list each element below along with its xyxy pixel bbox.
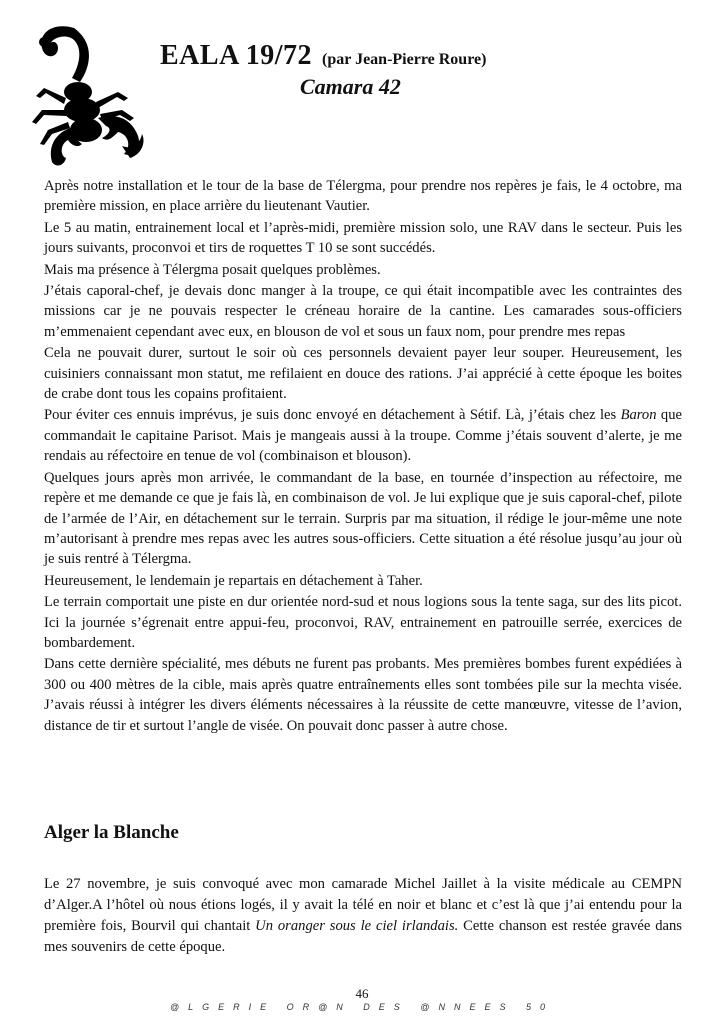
paragraph	[44, 468, 682, 570]
page-title: EALA 19/72	[160, 40, 313, 71]
paragraph	[44, 592, 682, 653]
paragraph-text: Le terrain comportait une piste en dur orientée nord-sud et nous logions sous la tente saga, sur des lits picot. Ici la journée s’égrenait entre appui-feu, proconvoi, RAV, entrainement en patrouille serrée, exercices de bombardement.	[44, 594, 682, 651]
paragraph-text: Le 5 au matin, entrainement local et l’après-midi, première mission solo, une RAV dans le secteur. Puis les jours suivants, proconvoi et tirs de roquettes T 10 se sont succédés.	[44, 219, 682, 257]
paragraph	[44, 874, 682, 958]
paragraph	[44, 654, 682, 736]
footer-text: @LGERIE OR@N DES @NNEES 50	[170, 1002, 554, 1012]
italic-text: Baron	[620, 407, 657, 424]
paragraph	[44, 281, 682, 342]
paragraph-text: Dans cette dernière spécialité, mes débuts ne furent pas probants. Mes premières bombes furent expédiées à 300 ou 400 mètres de la cible, mais après quatre entraînements elles sont tombées pile sur la mechta visée. J’avais réussi à intégrer les divers éléments nécessaires à la réussite de cette manœuvre, vitesse de l’avion, distance de tir et surtout l’angle de visée. On pouvait donc passer à autre chose.	[44, 656, 682, 734]
paragraph-text: Cela ne pouvait durer, surtout le soir où ces personnels devaient payer leur souper. Heureusement, les cuisiniers connaissant mon statut, me refilaient en douce des rations. J’ai apprécié à cette époque les boites de crabe dont tous les copains profitaient.	[44, 345, 682, 403]
header	[160, 40, 580, 99]
camara-heading: Camara 42	[300, 74, 401, 99]
paragraph	[44, 405, 682, 466]
paragraph	[44, 218, 682, 259]
section-body-text	[44, 874, 682, 958]
paragraph	[44, 343, 682, 404]
paragraph	[44, 571, 682, 591]
paragraph	[44, 260, 682, 280]
paragraph-text: J’étais caporal-chef, je devais donc manger à la troupe, ce qui était incompatible avec les contraintes des missions car je ne pouvais respecter le créneau horaire de la cantine. Les camarades sous-officiers m’emmenaient cependant avec eux, en blouson de vol et sous un faux nom, pour prendre mes repas	[44, 283, 682, 340]
scorpion-icon	[14, 18, 154, 168]
italic-text: Un oranger sous le ciel irlandais.	[255, 918, 459, 934]
paragraph-text: Le 27 novembre, je suis convoqué avec mon camarade Michel Jaillet à la visite médicale au CEMPN d’Alger.A l’hôtel où nous étions logés, il y avait la télé en noir et blanc et c’est là que j’ai entendu pour la première fois, Bourvil qui chantait	[44, 876, 682, 934]
paragraph-text: que commandait le capitaine Parisot. Mais je mangeais aussi à la troupe. Comme j’étais souvent d’alerte, je me rendais au réfectoire en tenue de vol (combinaison et blouson).	[44, 407, 682, 465]
title-line	[160, 40, 580, 72]
paragraph-text: Après notre installation et le tour de la base de Télergma, pour prendre nos repères je fais, le 4 octobre, ma première mission, en place arrière du lieutenant Vautier.	[44, 178, 682, 215]
paragraph-text: Heureusement, le lendemain je repartais en détachement à Taher.	[44, 572, 423, 589]
paragraph-text: Mais ma présence à Télergma posait quelques problèmes.	[44, 261, 381, 278]
paragraph-text: Pour éviter ces ennuis imprévus, je suis donc envoyé en détachement à Sétif. Là, j’étais chez les	[44, 407, 621, 424]
paragraph-text: Cette chanson est restée gravée dans mes souvenirs de cette époque.	[44, 918, 682, 955]
section-title: Alger la Blanche	[44, 822, 179, 843]
paragraph	[44, 176, 682, 217]
page-number: 46	[355, 986, 369, 1001]
body-text	[44, 176, 682, 737]
paragraph-text: Quelques jours après mon arrivée, le commandant de la base, en tournée d’inspection au réfectoire, me repère et me demande ce que je fais là, en combinaison de vol. Je lui explique que je suis caporal-chef, pilote de l’armée de l’Air, en détachement sur le terrain. Surpris par ma situation, il rédige le jour-même une note m’autorisant à prendre mes repas avec les autres sous-officiers. Cette situation a été résolue jusqu’au jour où je suis rentré à Télergma.	[44, 469, 682, 568]
page-subtitle: (par Jean-Pierre Roure)	[322, 51, 487, 68]
